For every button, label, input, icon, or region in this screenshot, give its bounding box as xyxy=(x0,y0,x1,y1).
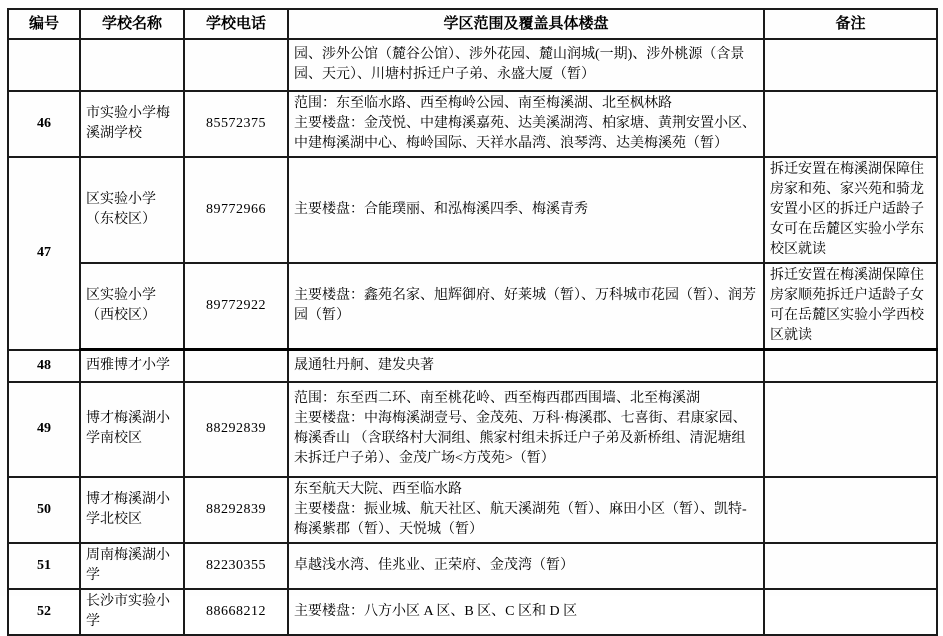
school-name-cell: 周南梅溪湖小学 xyxy=(80,543,184,589)
school-phone-cell: 88668212 xyxy=(184,589,288,635)
remark-cell: 拆迁安置在梅溪湖保障住房家顺苑拆迁户适龄子女可在岳麓区实验小学西校区就读 xyxy=(764,263,937,350)
school-phone-cell xyxy=(184,350,288,382)
table-row xyxy=(8,589,937,635)
row-number-cell: 47 xyxy=(8,157,80,350)
school-district-table xyxy=(7,8,938,636)
school-name-cell: 西雅博才小学 xyxy=(80,350,184,382)
school-name-cell xyxy=(80,39,184,91)
school-name-cell: 区实验小学（西校区） xyxy=(80,263,184,350)
school-phone-cell xyxy=(184,39,288,91)
school-name-cell: 博才梅溪湖小学北校区 xyxy=(80,477,184,543)
school-phone-cell: 89772922 xyxy=(184,263,288,350)
table-row xyxy=(8,91,937,157)
row-number-cell: 50 xyxy=(8,477,80,543)
district-range-cell xyxy=(288,157,764,263)
remark-cell xyxy=(764,382,937,477)
district-line: 东至航天大院、西至临水路 xyxy=(294,481,462,497)
district-line: 主要楼盘：合能璞丽、和泓梅溪四季、梅溪青秀 xyxy=(294,202,588,217)
remark-cell xyxy=(764,91,937,157)
district-line: 主要楼盘：金茂悦、中建梅溪嘉苑、达美溪湖湾、柏家塘、黄荆安置小区、中建梅溪湖中心、梅岭国际、天祥水晶湾、浪琴湾、达美梅溪苑（暂） xyxy=(294,116,756,151)
district-range-cell xyxy=(288,543,764,589)
school-name-cell: 市实验小学梅溪湖学校 xyxy=(80,91,184,157)
district-range-cell xyxy=(288,477,764,543)
school-phone-cell: 89772966 xyxy=(184,157,288,263)
column-header-remark: 备注 xyxy=(764,9,937,39)
district-line: 晟通牡丹舸、建发央著 xyxy=(294,357,434,373)
district-line: 主要楼盘：中海梅溪湖壹号、金茂苑、万科·梅溪郡、七喜街、君康家园、梅溪香山 （含联络村大洞组、熊家村组未拆迁户子弟及新桥组、清泥塘组未拆迁户子弟）、金茂广场<方茂苑>（暂） xyxy=(294,411,747,466)
table-body xyxy=(8,39,937,635)
school-phone-cell: 85572375 xyxy=(184,91,288,157)
district-line: 主要楼盘：八方小区 A 区、B 区、C 区和 D 区 xyxy=(294,603,578,619)
remark-cell: 拆迁安置在梅溪湖保障住房家和苑、家兴苑和骑龙安置小区的拆迁户适龄子女可在岳麓区实验小学东校区就读 xyxy=(764,157,937,263)
table-header xyxy=(8,9,937,39)
school-phone-cell: 88292839 xyxy=(184,382,288,477)
row-number-cell: 51 xyxy=(8,543,80,589)
table-row xyxy=(8,263,937,350)
remark-cell xyxy=(764,589,937,635)
column-header-id: 编号 xyxy=(8,9,80,39)
table-row xyxy=(8,157,937,263)
district-range-cell xyxy=(288,382,764,477)
district-line: 范围：东至临水路、西至梅岭公园、南至梅溪湖、北至枫林路 xyxy=(294,96,672,111)
district-line: 园、涉外公馆（麓谷公馆）、涉外花园、麓山润城(一期)、涉外桃源（含景园、天元）、川塘村拆迁户子弟、永盛大厦（暂） xyxy=(294,47,745,82)
district-line: 卓越浅水湾、佳兆业、正荣府、金茂湾（暂） xyxy=(294,557,574,573)
school-phone-cell: 82230355 xyxy=(184,543,288,589)
row-number-cell xyxy=(8,39,80,91)
district-range-cell xyxy=(288,589,764,635)
district-range-cell xyxy=(288,350,764,382)
remark-cell xyxy=(764,543,937,589)
remark-cell xyxy=(764,39,937,91)
column-header-name: 学校名称 xyxy=(80,9,184,39)
remark-cell xyxy=(764,350,937,382)
district-line: 主要楼盘：振业城、航天社区、航天溪湖苑（暂）、麻田小区（暂）、凯特-梅溪紫郡（暂）、天悦城（暂） xyxy=(294,501,747,537)
column-header-phone: 学校电话 xyxy=(184,9,288,39)
district-range-cell xyxy=(288,39,764,91)
row-number-cell: 46 xyxy=(8,91,80,157)
table-row xyxy=(8,350,937,382)
table-row xyxy=(8,39,937,91)
district-range-cell xyxy=(288,263,764,350)
table-row xyxy=(8,382,937,477)
school-name-cell: 博才梅溪湖小学南校区 xyxy=(80,382,184,477)
header-row xyxy=(8,9,937,39)
column-header-district: 学区范围及覆盖具体楼盘 xyxy=(288,9,764,39)
table-row xyxy=(8,543,937,589)
school-name-cell: 区实验小学（东校区） xyxy=(80,157,184,263)
district-range-cell xyxy=(288,91,764,157)
remark-cell xyxy=(764,477,937,543)
table-row xyxy=(8,477,937,543)
school-phone-cell: 88292839 xyxy=(184,477,288,543)
district-line: 主要楼盘：鑫苑名家、旭辉御府、好莱城（暂）、万科城市花园（暂）、润芳园（暂） xyxy=(294,288,756,323)
row-number-cell: 52 xyxy=(8,589,80,635)
row-number-cell: 49 xyxy=(8,382,80,477)
row-number-cell: 48 xyxy=(8,350,80,382)
district-line: 范围：东至西二环、南至桃花岭、西至梅西郡西围墙、北至梅溪湖 xyxy=(294,391,700,406)
school-name-cell: 长沙市实验小学 xyxy=(80,589,184,635)
